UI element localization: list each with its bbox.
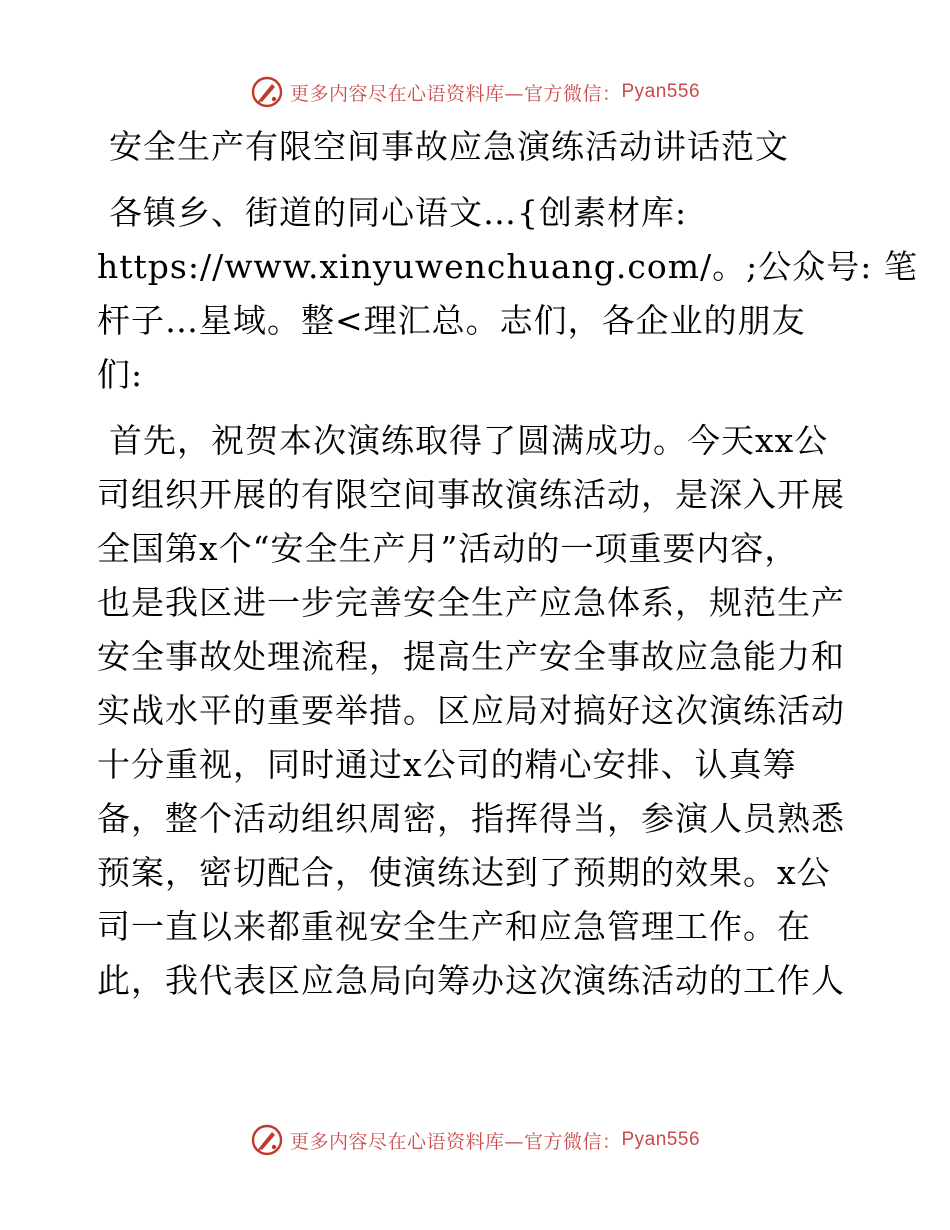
document-body: [97, 122, 918, 1020]
text-line: 备，整个活动组织周密，指挥得当，参演人员熟悉: [97, 799, 845, 838]
text-line: 预案，密切配合，使演练达到了预期的效果。x公: [97, 853, 831, 892]
text-line: 司组织开展的有限空间事故演练活动，是深入开展: [97, 475, 845, 514]
text-line: 们:: [97, 355, 144, 394]
text-line: 安全事故处理流程，提高生产安全事故应急能力和: [97, 637, 845, 676]
text-line: 司一直以来都重视安全生产和应急管理工作。在: [97, 907, 811, 946]
wechat-id: Pyan556: [621, 1129, 701, 1150]
wechat-id: Pyan556: [621, 81, 701, 102]
text-line: 各镇乡、街道的同心语文…{创素材库:: [109, 193, 688, 232]
quill-pen-logo-icon: [250, 1123, 284, 1157]
header-banner: [0, 72, 950, 112]
text-line: 实战水平的重要举措。区应局对搞好这次演练活动: [97, 691, 845, 730]
text-line: 此，我代表区应急局向筹办这次演练活动的工作人: [97, 961, 845, 1000]
footer-banner: [0, 1120, 950, 1160]
banner-text: 更多内容尽在心语资料库—官方微信：: [289, 82, 622, 105]
paragraph-body: [97, 414, 857, 1008]
banner-text: 更多内容尽在心语资料库—官方微信：: [289, 1130, 622, 1153]
document-title: 安全生产有限空间事故应急演练活动讲话范文: [109, 127, 789, 166]
text-line: 十分重视，同时通过x公司的精心安排、认真筹: [97, 745, 797, 784]
text-line: https://www.xinyuwenchuang.com/。;公众号: 笔: [97, 247, 918, 286]
paragraph-greeting: [97, 186, 918, 402]
quill-pen-logo-icon: [250, 75, 284, 109]
text-line: 杆子…星域。整<理汇总。志们，各企业的朋友: [97, 301, 806, 340]
text-line: 也是我区进一步完善安全生产应急体系，规范生产: [97, 583, 845, 622]
text-line: 首先，祝贺本次演练取得了圆满成功。今天xx公: [109, 421, 829, 460]
text-line: 全国第x个“安全生产月”活动的一项重要内容，: [97, 529, 799, 568]
